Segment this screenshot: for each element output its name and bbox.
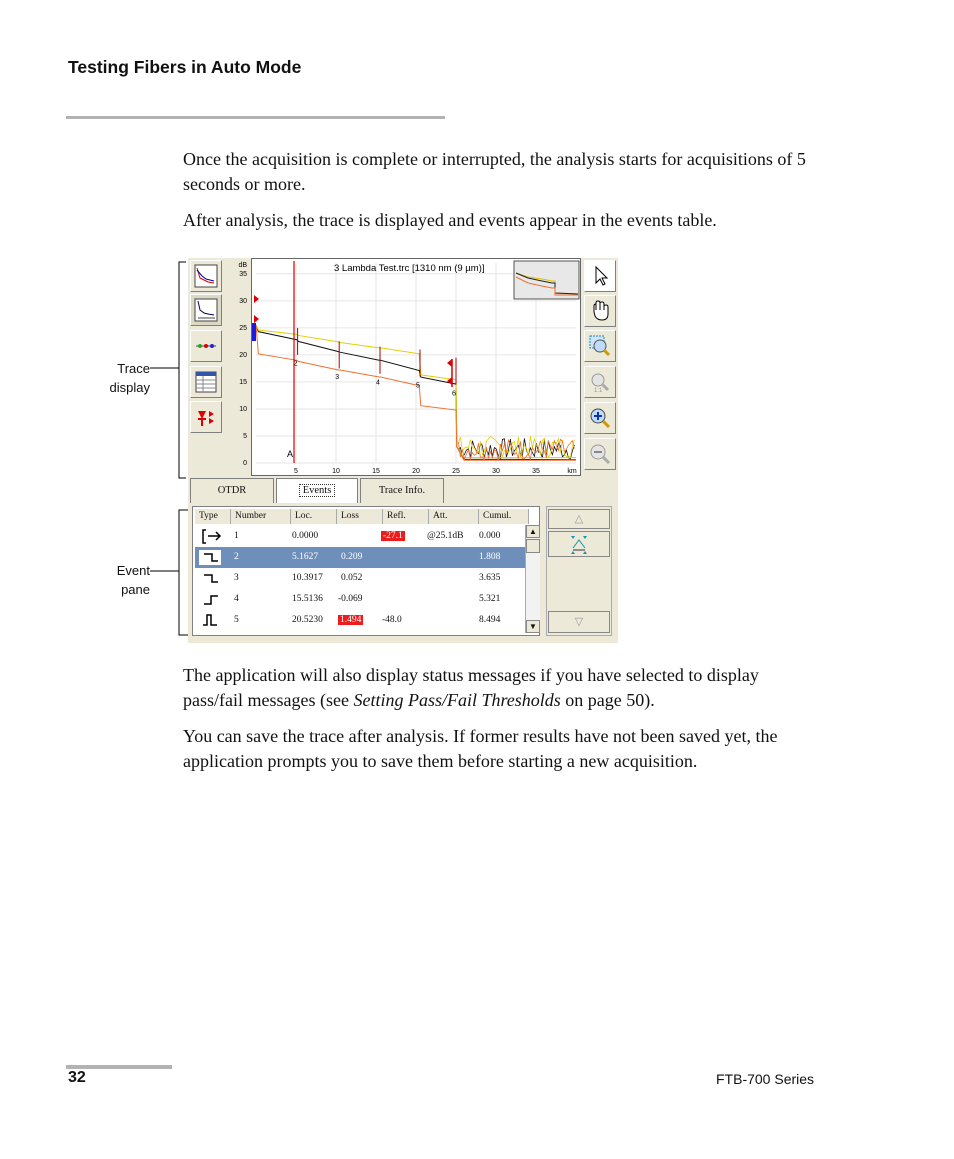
y-tick-label: 30 xyxy=(239,297,247,305)
table-row[interactable]: 5 20.5230 1.494 -48.0 8.494 xyxy=(195,610,529,631)
event-markers-icon[interactable] xyxy=(190,401,222,433)
event-number-label: 2 xyxy=(293,360,298,368)
col-header-loc[interactable]: Loc. xyxy=(291,509,337,524)
loss-down-icon xyxy=(201,571,223,586)
scroll-up-arrow-icon[interactable]: ▲ xyxy=(526,525,540,538)
table-row[interactable]: 3 10.3917 0.052 3.635 xyxy=(195,568,529,589)
x-tick-label: 15 xyxy=(372,468,380,475)
zoom-out-icon[interactable] xyxy=(584,438,616,470)
trace-view-icon[interactable] xyxy=(190,260,222,292)
next-event-icon[interactable]: ▽ xyxy=(548,611,610,633)
events-scrollbar[interactable] xyxy=(525,525,540,633)
y-axis xyxy=(229,258,251,476)
col-header-type[interactable]: Type xyxy=(195,509,231,524)
zoom-in-icon[interactable] xyxy=(584,402,616,434)
gain-up-icon xyxy=(201,592,223,607)
table-row-selected[interactable]: 2 5.1627 0.209 1.808 xyxy=(195,547,529,568)
overview-thumbnail[interactable] xyxy=(514,261,579,299)
x-tick-label: 30 xyxy=(492,468,500,475)
event-nav-panel xyxy=(546,506,612,636)
loss-down-icon xyxy=(199,550,221,565)
zoom-event-icon[interactable] xyxy=(548,531,610,557)
table-row[interactable]: 1 0.0000 -27.1 @25.1dB 0.000 xyxy=(195,526,529,547)
scroll-thumb[interactable] xyxy=(526,539,540,553)
reflective-icon xyxy=(201,613,223,628)
page-number: 32 xyxy=(68,1069,86,1086)
y-tick-label: 15 xyxy=(239,378,247,386)
callout-brackets xyxy=(148,258,188,643)
y-tick-label: 5 xyxy=(243,432,247,440)
y-axis-label: dB xyxy=(238,262,247,269)
paragraph-save-trace: You can save the trace after analysis. If former results have not been saved yet, the application prompts you to save them before starting a new acquisition. xyxy=(183,726,778,771)
col-header-refl[interactable]: Refl. xyxy=(383,509,429,524)
otdr-screenshot xyxy=(188,258,618,643)
page-header-title: Testing Fibers in Auto Mode xyxy=(68,57,302,77)
x-tick-label: 25 xyxy=(452,468,460,475)
zoom-fit-icon[interactable] xyxy=(584,366,616,398)
table-view-icon[interactable] xyxy=(190,366,222,398)
events-table[interactable] xyxy=(192,506,540,636)
event-number-label: 5 xyxy=(416,382,420,390)
refl-alert-cell: -27.1 xyxy=(383,531,403,541)
x-tick-label: 10 xyxy=(332,468,340,475)
x-tick-label: 35 xyxy=(532,468,540,475)
svg-text:1:1: 1:1 xyxy=(594,388,603,394)
loss-alert-cell: 1.494 xyxy=(340,615,362,625)
paragraph-analysis-start: Once the acquisition is complete or interrupted, the analysis starts for acquisitions of 5 seconds or more. xyxy=(183,149,806,194)
cross-reference-link[interactable]: Setting Pass/Fail Thresholds xyxy=(353,690,561,710)
header-rule xyxy=(66,116,445,119)
y-tick-label: 25 xyxy=(239,324,247,332)
tab-trace-info[interactable]: Trace Info. xyxy=(360,478,444,503)
pointer-icon[interactable] xyxy=(584,260,616,292)
linear-view-icon[interactable] xyxy=(190,330,222,362)
x-tick-label: 5 xyxy=(294,468,298,475)
x-tick-label: 20 xyxy=(412,468,420,475)
col-header-number[interactable]: Number xyxy=(231,509,291,524)
y-tick-label: 20 xyxy=(239,351,247,359)
pan-hand-icon[interactable] xyxy=(584,295,616,327)
event-pane-callout: Event pane xyxy=(116,563,150,597)
event-number-label: 3 xyxy=(335,374,340,382)
trace-display-callout: Trace display xyxy=(109,361,150,395)
event-number-label: 6 xyxy=(452,390,456,398)
paragraph-status-messages: The application will also display status messages if you have selected to display pass/fail messages (see Setting Pass/Fail Thresholds on page 50). xyxy=(183,665,759,710)
tab-otdr[interactable]: OTDR xyxy=(190,478,274,503)
event-number-label: 4 xyxy=(376,379,380,387)
y-tick-label: 35 xyxy=(239,270,247,278)
launch-marker xyxy=(252,323,256,341)
x-axis-label: km xyxy=(567,468,577,475)
zoom-area-icon[interactable] xyxy=(584,330,616,362)
product-name: FTB-700 Series xyxy=(716,1071,815,1087)
y-tick-label: 10 xyxy=(239,405,247,413)
previous-event-icon[interactable]: △ xyxy=(548,509,610,529)
table-row[interactable]: 4 15.5136 -0.069 5.321 xyxy=(195,589,529,610)
paragraph-after-analysis: After analysis, the trace is displayed and events appear in the events table. xyxy=(183,210,717,230)
col-header-loss[interactable]: Loss xyxy=(337,509,383,524)
trace-title: 3 Lambda Test.trc [1310 nm (9 µm)] xyxy=(334,263,485,274)
col-header-cumul[interactable]: Cumul. xyxy=(479,509,529,524)
trace-graph[interactable] xyxy=(251,258,581,476)
launch-icon xyxy=(201,529,223,544)
scroll-down-arrow-icon[interactable]: ▼ xyxy=(526,620,540,633)
trace-chart[interactable] xyxy=(252,259,580,475)
cursor-a-label: A xyxy=(287,449,294,459)
tab-events[interactable]: Events xyxy=(276,478,358,503)
col-header-att[interactable]: Att. xyxy=(429,509,479,524)
y-tick-label: 0 xyxy=(243,460,247,467)
graph-view-icon[interactable] xyxy=(190,294,222,326)
